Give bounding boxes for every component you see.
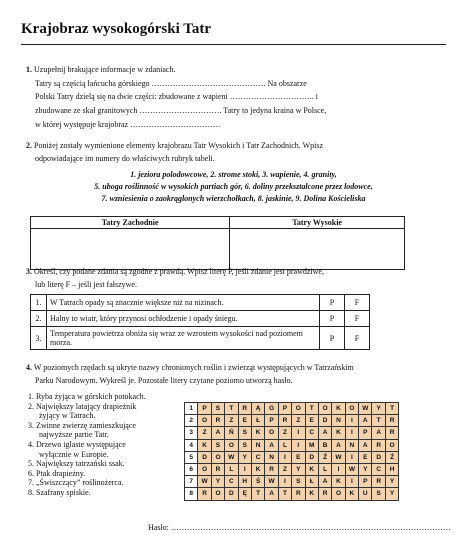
grid-row-number: 8 [185,488,198,500]
grid-letter-cell[interactable]: Ł [305,476,318,488]
grid-letter-cell[interactable]: K [345,488,358,500]
grid-letter-cell[interactable]: N [265,451,278,463]
grid-letter-cell[interactable]: Y [211,476,224,488]
grid-letter-cell[interactable]: D [305,451,318,463]
grid-letter-cell[interactable]: Ź [385,451,398,463]
grid-letter-cell[interactable]: O [345,403,358,415]
grid-letter-cell[interactable]: P [278,403,291,415]
clue-item: żyjący w Tatrach. [39,411,96,421]
question-2-text: odpowiadające im numery do właściwych rubryk tabeli. [35,153,215,163]
grid-letter-cell[interactable]: W [265,476,278,488]
clue-list [28,392,178,498]
question-2-number: 2. [26,141,32,150]
grid-letter-cell[interactable]: W [225,451,238,463]
grid-letter-cell[interactable]: A [211,427,224,439]
grid-letter-cell[interactable]: S [238,427,251,439]
grid-letter-cell[interactable]: R [211,415,224,427]
table-row [31,327,370,350]
grid-letter-cell[interactable]: Y [385,476,398,488]
grid-letter-cell[interactable]: A [318,427,331,439]
grid-letter-cell[interactable]: I [345,451,358,463]
letter-grid [184,402,399,501]
grid-letter-cell[interactable]: T [372,415,385,427]
grid-letter-cell[interactable]: Z [198,427,211,439]
grid-letter-cell[interactable]: O [211,488,224,500]
divider [21,44,446,45]
grid-letter-cell[interactable]: N [345,439,358,451]
clue-item: 5. Największy tatrzański ssak. [28,459,125,469]
question-1-line: Tatry są częścią łańcucha górskiego ……………………………………. Na obszarze [35,78,307,88]
grid-letter-cell[interactable]: O [292,403,305,415]
grid-letter-cell[interactable]: Ę [238,488,251,500]
grid-letter-cell[interactable]: R [372,476,385,488]
grid-letter-cell[interactable]: S [211,403,224,415]
grid-letter-cell[interactable]: P [359,476,372,488]
clue-item: najwyższe partie Tatr. [39,430,109,440]
row-number: 1. [31,295,47,311]
grid-letter-cell[interactable]: Z [225,415,238,427]
grid-letter-cell[interactable]: N [332,415,345,427]
grid-row-number: 6 [185,463,198,475]
grid-letter-cell[interactable]: Ą [251,403,264,415]
grid-letter-cell[interactable]: S [372,488,385,500]
grid-letter-cell[interactable]: Ś [251,476,264,488]
col-tatry-wysokie: Tatry Wysokie [230,217,405,229]
question-3-number: 3. [26,267,32,276]
grid-letter-cell[interactable]: R [372,439,385,451]
grid-letter-cell[interactable]: O [332,488,345,500]
grid-letter-cell[interactable]: T [385,403,398,415]
grid-letter-cell[interactable]: A [265,488,278,500]
grid-letter-cell[interactable]: L [278,439,291,451]
grid-letter-cell[interactable]: U [359,488,372,500]
grid-letter-cell[interactable]: K [332,427,345,439]
grid-letter-cell[interactable]: Ł [251,415,264,427]
grid-letter-cell[interactable]: W [332,451,345,463]
element-list-line: 5. uboga roślinność w wysokich partiach gór, 6. doliny przekształcone przez lodowce, [94,182,373,191]
grid-letter-cell[interactable]: N [251,439,264,451]
grid-letter-cell[interactable]: B [318,439,331,451]
grid-letter-cell[interactable]: S [211,439,224,451]
grid-letter-cell[interactable]: Y [292,463,305,475]
row-number: 2. [31,311,47,327]
grid-letter-cell[interactable]: R [278,415,291,427]
question-3-text: Określ, czy podane zdania są zgodne z prawdą. Wpisz literę P, jeśli zdanie jest prawdziwe, [34,267,324,276]
grid-letter-cell[interactable]: W [345,463,358,475]
grid-row [185,451,399,463]
grid-letter-cell[interactable]: T [251,488,264,500]
question-4 [26,362,354,387]
clue-item: 8. Szafrany spiskie. [28,487,91,497]
grid-row-number: 4 [185,439,198,451]
grid-letter-cell[interactable]: Y [359,463,372,475]
grid-letter-cell[interactable]: R [211,463,224,475]
option-f[interactable]: F [345,327,370,350]
grid-letter-cell[interactable]: O [265,427,278,439]
grid-letter-cell[interactable]: T [305,403,318,415]
clue-item: 2. Największy latający drapieżnik [28,401,137,411]
answer-cell-wysokie[interactable] [230,229,405,270]
grid-letter-cell[interactable]: T [278,488,291,500]
grid-letter-cell[interactable]: E [292,451,305,463]
grid-letter-cell[interactable]: G [265,403,278,415]
element-list-line: 7. wzniesienia o zaokrąglonych wierzchołkach, 8. jaskinie, 9. Dolina Kościeliska [101,194,366,203]
grid-letter-cell[interactable]: R [198,488,211,500]
grid-row [185,463,399,475]
question-2 [26,140,323,165]
question-4-text: Parku Narodowym. Wykreśl je. Pozostałe litery czytane poziomo utworzą hasło. [35,375,293,385]
grid-letter-cell[interactable]: Y [385,488,398,500]
grid-letter-cell[interactable]: H [385,463,398,475]
tatry-table [30,216,405,270]
grid-letter-cell[interactable]: Ź [318,451,331,463]
grid-letter-cell[interactable]: K [332,403,345,415]
grid-letter-cell[interactable]: D [225,488,238,500]
grid-letter-cell[interactable]: P [265,415,278,427]
grid-letter-cell[interactable]: D [372,451,385,463]
col-tatry-zachodnie: Tatry Zachodnie [31,217,230,229]
grid-letter-cell[interactable]: I [278,451,291,463]
option-f[interactable]: F [345,311,370,327]
element-list [21,169,446,205]
grid-letter-cell[interactable]: Y [238,451,251,463]
statement: Temperatura powietrza obniża się wraz ze wzrostem wysokości nad poziomem morza. [47,327,320,350]
page-title: Krajobraz wysokogórski Tatr [21,21,212,37]
grid-letter-cell[interactable]: K [305,488,318,500]
grid-letter-cell[interactable]: L [225,463,238,475]
grid-letter-cell[interactable]: R [238,403,251,415]
grid-letter-cell[interactable]: A [359,415,372,427]
clue-item: 1. Ryba żyjąca w górskich potokach. [28,392,146,401]
answer-line[interactable]: Hasło: …………………………………………………………………………………………… [148,523,451,532]
grid-row-number: 7 [185,476,198,488]
grid-row [185,427,399,439]
grid-letter-cell[interactable]: A [318,476,331,488]
question-1-text: Uzupełnij brakujące informacje w zdaniach. [34,65,176,74]
grid-letter-cell[interactable]: K [332,476,345,488]
clue-item: 6. Ptak drapieżny. [28,468,86,478]
option-f[interactable]: F [345,295,370,311]
question-4-text: W poziomych rzędach są ukryte nazwy chronionych roślin i zwierząt występujących w Tatrzańskim [33,363,354,372]
grid-letter-cell[interactable]: I [292,439,305,451]
grid-letter-cell[interactable]: K [198,439,211,451]
grid-letter-cell[interactable]: Z [292,415,305,427]
question-1-line: w której występuje krajobraz ……………………………. [35,119,221,129]
grid-letter-cell[interactable]: R [265,463,278,475]
grid-letter-cell[interactable]: Z [278,427,291,439]
grid-letter-cell[interactable]: H [238,476,251,488]
grid-letter-cell[interactable]: A [332,439,345,451]
grid-row-number: 3 [185,427,198,439]
grid-letter-cell[interactable]: A [372,427,385,439]
grid-letter-cell[interactable]: O [198,463,211,475]
grid-letter-cell[interactable]: O [225,439,238,451]
grid-letter-cell[interactable]: O [318,403,331,415]
clue-item: 4. Drzewo iglaste występujące [28,439,126,449]
grid-letter-cell[interactable]: P [359,427,372,439]
grid-letter-cell[interactable]: W [198,476,211,488]
grid-letter-cell[interactable]: R [385,415,398,427]
statement: Halny to wiatr, który przynosi ochłodzenie i opady śniegu. [47,311,320,327]
grid-row-number: 5 [185,451,198,463]
grid-letter-cell[interactable]: S [238,439,251,451]
grid-row [185,403,399,415]
grid-letter-cell[interactable]: O [385,439,398,451]
grid-letter-cell[interactable]: O [211,451,224,463]
grid-letter-cell[interactable]: P [198,403,211,415]
statement: W Tatrach opady są znacznie większe niż na nizinach. [47,295,320,311]
grid-letter-cell[interactable]: I [345,427,358,439]
question-1-line: zbudowane ze skał granitowych …………………………. Tatry to jedyna kraina w Polsce, [35,105,327,115]
clue-item: wyłącznie w Europie. [39,449,109,459]
question-1-prompt [26,64,326,77]
option-p[interactable]: P [320,295,345,311]
grid-letter-cell[interactable]: R [318,488,331,500]
grid-letter-cell[interactable]: W [359,403,372,415]
grid-letter-cell[interactable]: I [332,463,345,475]
option-p[interactable]: P [320,327,345,350]
grid-row [185,476,399,488]
true-false-table [30,294,370,350]
grid-letter-cell[interactable]: Ń [225,427,238,439]
question-4-number: 4. [26,363,32,372]
grid-letter-cell[interactable]: Z [278,463,291,475]
question-3-text: lub literę F – jeśli jest fałszywe. [35,279,137,289]
grid-letter-cell[interactable]: K [251,427,264,439]
grid-letter-cell[interactable]: E [305,415,318,427]
grid-letter-cell[interactable]: K [251,463,264,475]
grid-row-number: 1 [185,403,198,415]
grid-letter-cell[interactable]: D [198,451,211,463]
grid-letter-cell[interactable]: A [265,439,278,451]
grid-letter-cell[interactable]: M [305,439,318,451]
option-p[interactable]: P [320,311,345,327]
grid-row-number: 2 [185,415,198,427]
grid-row [185,439,399,451]
answer-cell-zachodnie[interactable] [31,229,230,270]
question-2-text: Poniżej zostały wymienione elementy krajobrazu Tatr Wysokich i Tatr Zachodnich. Wpisz [34,141,324,150]
grid-letter-cell[interactable]: L [318,463,331,475]
clue-item: 3. Zwinne zwierzę zamieszkujące [28,420,136,430]
question-1-number: 1. [26,65,32,74]
grid-row [185,415,399,427]
grid-letter-cell[interactable]: Y [372,403,385,415]
grid-letter-cell[interactable]: C [225,476,238,488]
grid-letter-cell[interactable]: I [345,415,358,427]
grid-letter-cell[interactable]: I [238,463,251,475]
grid-letter-cell[interactable]: I [278,476,291,488]
row-number: 3. [31,327,47,350]
question-3 [26,266,324,291]
grid-letter-cell[interactable]: O [198,415,211,427]
clue-item: 7. „Świszczący” roślinożerca. [28,478,124,488]
grid-letter-cell[interactable]: R [292,488,305,500]
table-row [31,311,370,327]
grid-letter-cell[interactable]: A [359,439,372,451]
grid-letter-cell[interactable]: D [318,415,331,427]
grid-letter-cell[interactable]: I [292,427,305,439]
element-list-line: 1. jeziora polodowcowe, 2. strome stoki, 3. wapienie, 4. granity, [130,170,337,179]
grid-letter-cell[interactable]: C [372,463,385,475]
grid-letter-cell[interactable]: C [305,427,318,439]
grid-letter-cell[interactable]: E [359,451,372,463]
question-1 [26,64,326,132]
grid-row [185,488,399,500]
grid-letter-cell[interactable]: S [292,476,305,488]
grid-letter-cell[interactable]: C [251,451,264,463]
question-1-line: Polski Tatry dzielą się na dwie części: zbudowane z wapieni ………………………….. i [35,91,319,101]
grid-letter-cell[interactable]: I [345,476,358,488]
table-row [31,295,370,311]
grid-letter-cell[interactable]: T [225,403,238,415]
grid-letter-cell[interactable]: K [305,463,318,475]
grid-letter-cell[interactable]: E [238,415,251,427]
grid-letter-cell[interactable]: R [385,427,398,439]
